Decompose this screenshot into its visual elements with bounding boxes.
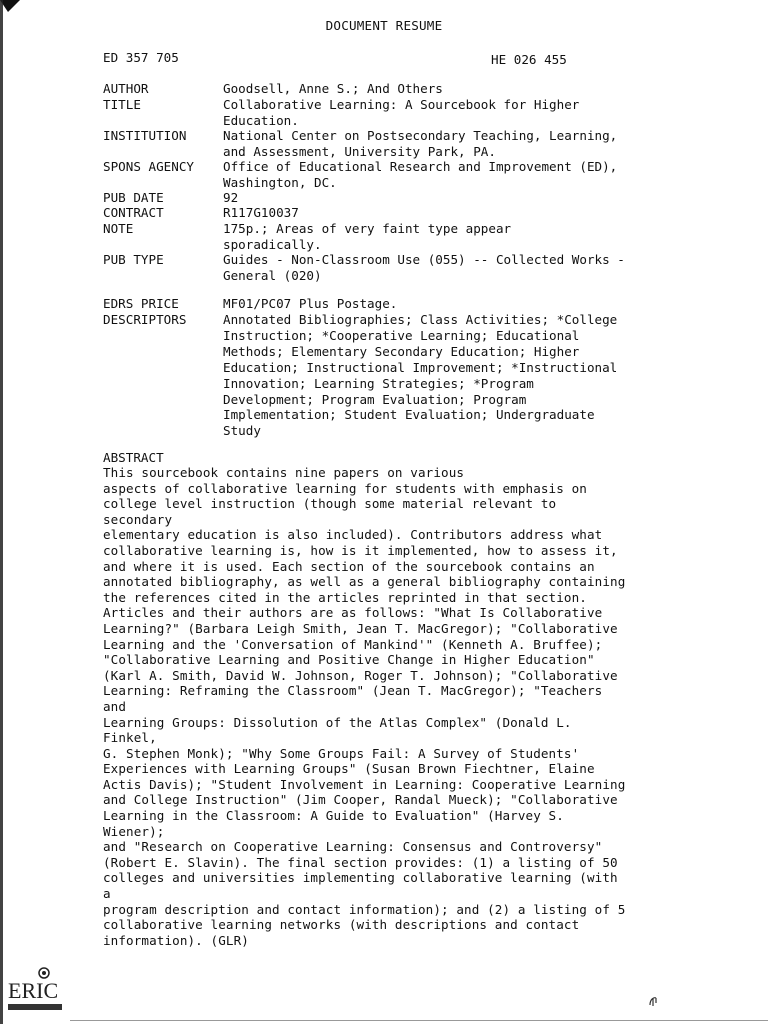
field-label-descriptors: DESCRIPTORS	[103, 312, 187, 327]
field-label-pub-date: PUB DATE	[103, 190, 164, 205]
field-label-title: TITLE	[103, 97, 141, 112]
field-value-pub-date: 92	[223, 190, 239, 205]
document-title: DOCUMENT RESUME	[325, 18, 443, 33]
field-label-edrs-price: EDRS PRICE	[103, 296, 179, 311]
field-value-descriptors: Annotated Bibliographies; Class Activities; *College Instruction; *Cooperative Learning; Educational Methods; Elementary Secondary Education; Higher Education; Instructional Improvement; *Instructional Innovation; Learning Strategies; *Program Development; Program Evaluation; Program Implementation; Student Evaluation; Undergraduate Study	[223, 312, 618, 439]
field-value-author: Goodsell, Anne S.; And Others	[223, 81, 443, 96]
eric-logo-text: ERIC	[8, 978, 59, 1003]
bottom-rule	[70, 1020, 768, 1021]
abstract-body: This sourcebook contains nine papers on various aspects of collaborative learning for students with emphasis on college level instruction (though some material relevant to secondary elementary education is also included). Contributors address what collaborative learning is, how is it implemented, how to assess it, and where it is used. Each section of the sourcebook contains an annotated bibliography, as well as a general bibliography containing the references cited in the articles reprinted in that section. Articles and their authors are as follows: "What Is Collaborative Learning?" (Barbara Leigh Smith, Jean T. MacGregor); "Collaborative Learning and the 'Conversation of Mankind'" (Kenneth A. Bruffee); "Collaborative Learning and Positive Change in Higher Education" (Karl A. Smith, David W. Johnson, Roger T. Johnson); "Collaborative Learning: Reframing the Classroom" (Jean T. MacGregor); "Teachers and Learning Groups: Dissolution of the Atlas Complex" (Donald L. Finkel, G. Stephen Monk); "Why Some Groups Fail: A Survey of Students' Experiences with Learning Groups" (Susan Brown Fiechtner, Elaine Actis Davis); "Student Involvement in Learning: Cooperative Learning and College Instruction" (Jim Cooper, Randal Mueck); "Collaborative Learning in the Classroom: A Guide to Evaluation" (Harvey S. Wiener); and "Research on Cooperative Learning: Consensus and Controversy" (Robert E. Slavin). The final section provides: (1) a listing of 50 colleges and universities implementing collaborative learning (with a program description and contact information); and (2) a listing of 5 collaborative learning networks (with descriptions and contact information). (GLR)	[103, 465, 626, 948]
ed-number: ED 357 705	[103, 50, 179, 65]
field-value-institution: National Center on Postsecondary Teaching, Learning, and Assessment, University Park, PA.	[223, 128, 618, 159]
field-label-contract: CONTRACT	[103, 205, 164, 220]
scan-edge	[0, 0, 3, 1024]
field-value-edrs-price: MF01/PC07 Plus Postage.	[223, 296, 398, 311]
abstract-label: ABSTRACT	[103, 450, 164, 465]
field-value-note: 175p.; Areas of very faint type appear sporadically.	[223, 221, 512, 252]
eric-logo-icon	[2, 966, 66, 1014]
field-label-spons-agency: SPONS AGENCY	[103, 159, 194, 174]
field-value-title: Collaborative Learning: A Sourcebook for Higher Education.	[223, 97, 580, 128]
field-label-note: NOTE	[103, 221, 134, 236]
field-value-contract: R117G10037	[223, 205, 299, 220]
field-value-pub-type: Guides - Non-Classroom Use (055) -- Collected Works - General (020)	[223, 252, 625, 283]
field-label-pub-type: PUB TYPE	[103, 252, 164, 267]
he-number: HE 026 455	[491, 52, 567, 67]
corner-mark-icon	[0, 0, 20, 14]
field-label-institution: INSTITUTION	[103, 128, 187, 143]
page-mark-icon	[648, 995, 660, 1007]
field-label-author: AUTHOR	[103, 81, 149, 96]
field-value-spons-agency: Office of Educational Research and Improvement (ED), Washington, DC.	[223, 159, 618, 190]
